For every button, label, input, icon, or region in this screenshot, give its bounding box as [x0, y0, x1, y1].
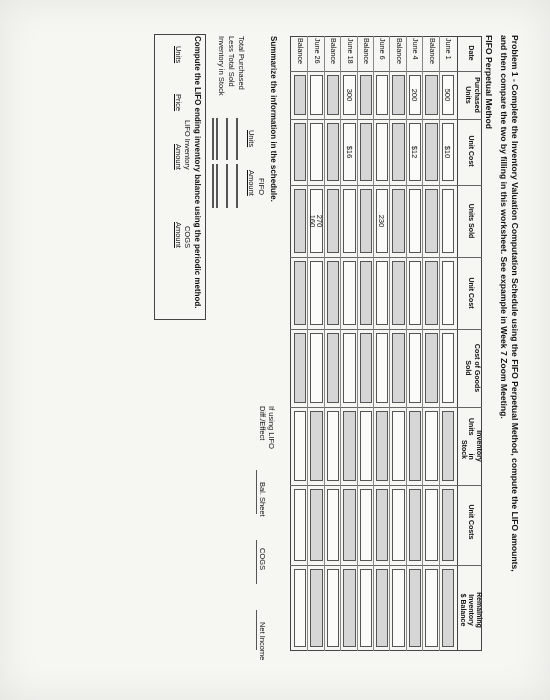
row-divider	[357, 36, 358, 651]
schedule-cell[interactable]	[327, 189, 339, 253]
schedule-cell[interactable]	[392, 261, 404, 325]
schedule-cell[interactable]	[392, 75, 404, 115]
schedule-cell[interactable]	[376, 189, 388, 253]
schedule-cell[interactable]	[310, 123, 322, 181]
schedule-cell[interactable]	[294, 261, 306, 325]
summary-units-line-2[interactable]	[227, 118, 229, 160]
header-purchased-units: Purchased Units	[464, 77, 480, 113]
schedule-cell[interactable]	[310, 411, 322, 481]
purchased-units-value: 500	[443, 88, 452, 102]
schedule-cell[interactable]	[392, 569, 404, 647]
header-inventory-units: Inventory Unitsin Stock	[460, 418, 482, 462]
lifo-units-header: Units	[174, 46, 183, 64]
schedule-cell[interactable]	[294, 75, 306, 115]
summary-amount-header: Amount	[247, 170, 256, 196]
purchased-units-value: 200	[410, 88, 420, 102]
header-date: Date	[467, 45, 474, 61]
schedule-cell[interactable]	[409, 123, 421, 181]
row-label: Balance	[427, 38, 437, 64]
lifo-cogs-amount-header: Amount	[174, 222, 183, 248]
schedule-cell[interactable]	[310, 189, 322, 253]
schedule-cell[interactable]	[360, 411, 372, 481]
unit-cost-value: $12	[410, 145, 420, 159]
summary-net-income-answer-line[interactable]	[256, 610, 257, 650]
summary-amount-line-1[interactable]	[237, 164, 239, 208]
summary-fifo-label: FIFO	[257, 178, 266, 196]
schedule-cell[interactable]	[409, 569, 421, 647]
row-label: June 4	[411, 38, 421, 60]
summary-bal-sheet-answer-line[interactable]	[256, 470, 257, 514]
schedule-cell[interactable]	[294, 123, 306, 181]
schedule-cell[interactable]	[294, 569, 306, 647]
problem-statement-line2: and then compare the two by filling in this worksheet. See expample in Week 7 Zoom Meeting.	[499, 35, 509, 419]
schedule-cell[interactable]	[425, 189, 437, 253]
lifo-title: Compute the LIFO ending inventory balance using the periodic method.	[193, 36, 202, 309]
lifo-amount-header: Amount	[174, 144, 183, 170]
summary-net-income: Net Income	[258, 622, 267, 661]
schedule-cell[interactable]	[343, 189, 355, 253]
summary-title: Summarize the information in the schedule.	[269, 36, 278, 202]
schedule-cell[interactable]	[392, 333, 404, 403]
schedule-cell[interactable]	[409, 411, 421, 481]
schedule-cell[interactable]	[310, 75, 322, 115]
schedule-cell[interactable]	[343, 123, 355, 181]
schedule-cell[interactable]	[376, 569, 388, 647]
header-remaining-inventory: Remaining Inventory $ Balance	[459, 592, 482, 628]
schedule-cell[interactable]	[409, 489, 421, 561]
schedule-cell[interactable]	[343, 75, 355, 115]
summary-total-purchased: Total Purchased	[237, 36, 246, 90]
lifo-inventory-label: LIFO Inventory	[183, 120, 192, 170]
header-unit-cost-sold: Unit Cost	[467, 277, 474, 309]
schedule-cell[interactable]	[376, 261, 388, 325]
row-divider	[389, 36, 390, 651]
summary-units-line-3[interactable]	[217, 118, 219, 160]
schedule-cell[interactable]	[294, 411, 306, 481]
schedule-cell[interactable]	[360, 261, 372, 325]
purchased-units-value: 300	[344, 88, 354, 102]
problem-statement-line1: Problem 1 - Complete the Inventory Valuation Computation Schedule using the FIFO Perpetual Method, compute the LIFO amounts,	[510, 35, 520, 572]
header-unit-cost: Unit Cost	[467, 135, 474, 167]
row-label: Balance	[362, 38, 371, 64]
schedule-cell[interactable]	[343, 411, 355, 481]
schedule-cell[interactable]	[360, 189, 372, 253]
schedule-cell[interactable]	[442, 189, 454, 253]
row-divider	[307, 36, 308, 651]
row-label: June 18	[345, 38, 355, 64]
summary-inventory-in-stock: Inventory in Stock	[217, 36, 226, 96]
schedule-cell[interactable]	[310, 489, 322, 561]
summary-diff-effect: Diff./Effect	[258, 406, 267, 441]
unit-cost-value: $10	[443, 145, 452, 159]
row-divider	[406, 36, 407, 651]
schedule-cell[interactable]	[392, 489, 404, 561]
row-divider	[373, 36, 374, 651]
row-divider	[340, 36, 341, 651]
row-label: June 6	[378, 38, 388, 60]
schedule-cell[interactable]	[327, 569, 339, 647]
row-label: June 1	[444, 38, 453, 60]
schedule-cell[interactable]	[294, 189, 306, 253]
schedule-cell[interactable]	[442, 75, 454, 115]
schedule-cell[interactable]	[425, 75, 437, 115]
row-divider	[439, 36, 440, 651]
schedule-cell[interactable]	[442, 123, 454, 181]
schedule-cell[interactable]	[310, 261, 322, 325]
schedule-cell[interactable]	[343, 261, 355, 325]
schedule-cell[interactable]	[425, 569, 437, 647]
row-label: Balance	[394, 38, 404, 64]
schedule-cell[interactable]	[327, 411, 339, 481]
schedule-cell[interactable]	[360, 333, 372, 403]
schedule-cell[interactable]	[294, 489, 306, 561]
schedule-cell[interactable]	[327, 75, 339, 115]
units-sold-value: 270 160	[308, 214, 324, 228]
schedule-cell[interactable]	[327, 261, 339, 325]
row-label: June 26	[312, 38, 322, 64]
schedule-cell[interactable]	[376, 489, 388, 561]
schedule-cell[interactable]	[294, 333, 306, 403]
schedule-cell[interactable]	[442, 261, 454, 325]
section-title: FIFO Perpetual Method	[484, 35, 494, 130]
schedule-cell[interactable]	[392, 123, 404, 181]
schedule-cell[interactable]	[360, 489, 372, 561]
schedule-cell[interactable]	[360, 569, 372, 647]
schedule-cell[interactable]	[425, 123, 437, 181]
summary-if-using-lifo: If using LIFO	[267, 406, 276, 449]
summary-bal-sheet: Bal. Sheet	[258, 482, 267, 517]
schedule-cell[interactable]	[409, 75, 421, 115]
schedule-cell[interactable]	[327, 489, 339, 561]
summary-cogs: COGS	[258, 548, 267, 571]
schedule-cell[interactable]	[343, 489, 355, 561]
schedule-cell[interactable]	[343, 333, 355, 403]
schedule-cell[interactable]	[310, 333, 322, 403]
schedule-cell[interactable]	[442, 569, 454, 647]
schedule-cell[interactable]	[409, 189, 421, 253]
schedule-cell[interactable]	[310, 569, 322, 647]
summary-units-line-4[interactable]	[213, 118, 215, 160]
schedule-cell[interactable]	[327, 333, 339, 403]
row-label: Balance	[296, 38, 306, 64]
schedule-cell[interactable]	[425, 333, 437, 403]
summary-cogs-answer-line[interactable]	[256, 540, 257, 584]
summary-amount-line-2[interactable]	[227, 164, 229, 208]
lifo-cogs-label: COGS	[183, 226, 192, 249]
schedule-cell[interactable]	[392, 411, 404, 481]
schedule-cell[interactable]	[376, 123, 388, 181]
schedule-cell[interactable]	[425, 411, 437, 481]
schedule-cell[interactable]	[392, 189, 404, 253]
units-sold-value: 230	[377, 214, 387, 228]
schedule-cell[interactable]	[425, 261, 437, 325]
schedule-cell[interactable]	[442, 411, 454, 481]
schedule-cell[interactable]	[409, 261, 421, 325]
schedule-cell[interactable]	[327, 123, 339, 181]
header-cogs: Cost of Goods Sold	[464, 343, 480, 393]
row-label: Balance	[329, 38, 339, 64]
schedule-cell[interactable]	[409, 333, 421, 403]
schedule-cell[interactable]	[376, 333, 388, 403]
schedule-cell[interactable]	[360, 75, 372, 115]
summary-amount-line-3[interactable]	[217, 164, 219, 208]
schedule-cell[interactable]	[425, 489, 437, 561]
header-units-sold: Units Sold	[467, 203, 474, 239]
header-unit-costs: Unit Costs	[467, 504, 474, 540]
schedule-cell[interactable]	[376, 411, 388, 481]
schedule-cell[interactable]	[343, 569, 355, 647]
schedule-cell[interactable]	[360, 123, 372, 181]
row-divider	[324, 36, 325, 651]
schedule-cell[interactable]	[442, 333, 454, 403]
unit-cost-value: $16	[344, 145, 354, 159]
schedule-cell[interactable]	[442, 489, 454, 561]
summary-units-line-1[interactable]	[237, 118, 239, 160]
lifo-price-header: Price	[174, 94, 183, 112]
row-divider	[422, 36, 423, 651]
summary-units-header: Units	[247, 130, 256, 148]
summary-amount-line-4[interactable]	[213, 164, 215, 208]
summary-less-total-sold: Less Total Sold	[227, 36, 236, 87]
schedule-cell[interactable]	[376, 75, 388, 115]
